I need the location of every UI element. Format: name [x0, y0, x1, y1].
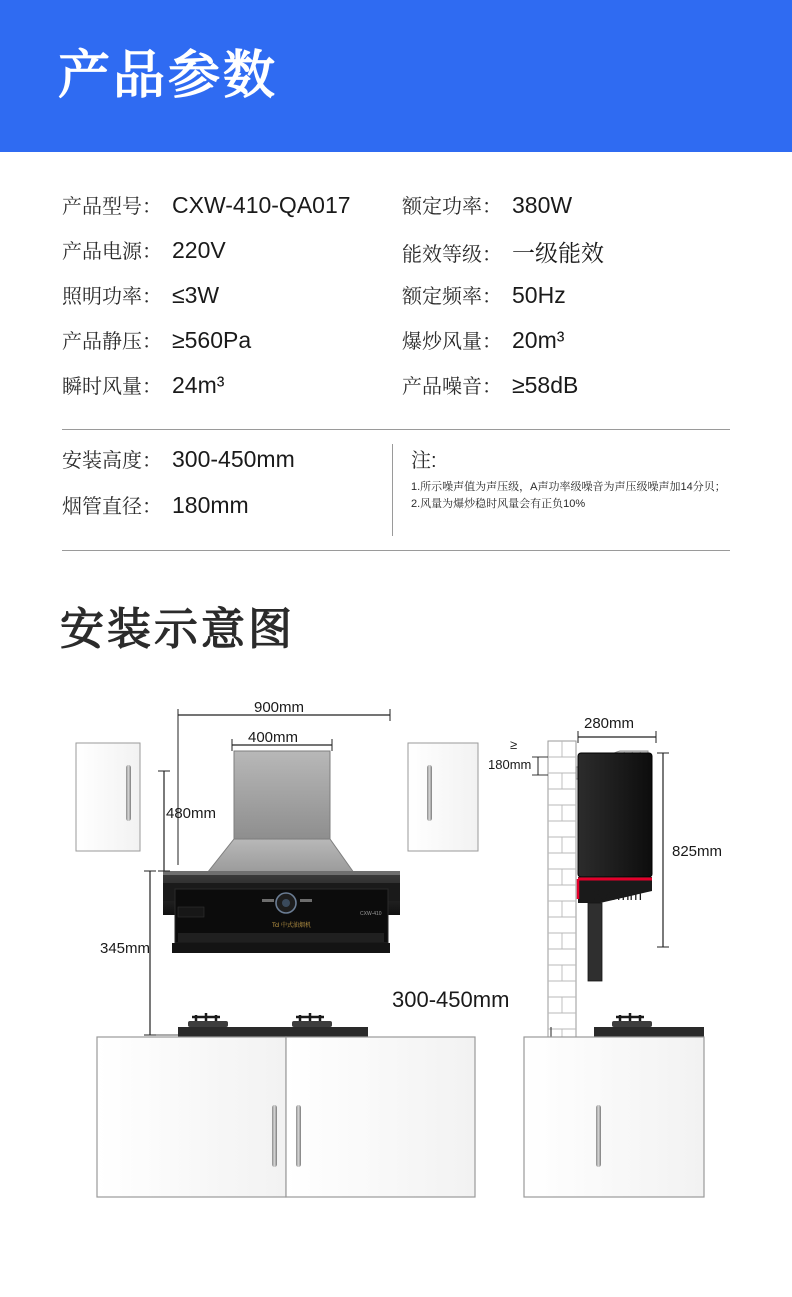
dim-label-345mm: 345mm	[100, 940, 151, 957]
spec-row	[400, 325, 730, 370]
svg-text:Tcl 中式油烟机: Tcl 中式油烟机	[272, 923, 312, 929]
spec-row	[62, 370, 392, 415]
spec-grid	[62, 190, 730, 415]
spec-value: 300-450mm	[172, 446, 295, 472]
spec-label: 产品型号：	[62, 196, 162, 218]
spec-label: 照明功率：	[62, 286, 162, 308]
spec-row	[62, 490, 392, 536]
page-header	[0, 0, 792, 152]
spec-value: 50Hz	[512, 282, 566, 308]
page-title: 产品参数	[58, 47, 279, 105]
dim-label-180mm: 180mm	[488, 757, 532, 772]
spec-bottom-area	[62, 430, 730, 536]
dim-label-825mm: 825mm	[672, 843, 723, 860]
spec-label: 产品噪音：	[402, 376, 502, 398]
spec-label: 额定频率：	[402, 286, 502, 308]
spec-label: 爆炒风量：	[402, 331, 502, 353]
divider-bottom	[62, 550, 730, 551]
spec-value: 20m³	[512, 327, 565, 353]
note-title: 注:	[411, 450, 437, 472]
spec-value: 一级能效	[512, 240, 604, 266]
spec-value: 24m³	[172, 372, 225, 398]
spec-label: 产品电源：	[62, 241, 162, 263]
note-line: 2.风量为爆炒稳时风量会有正负10%	[411, 498, 586, 511]
svg-text:CXW-410: CXW-410	[360, 911, 382, 917]
dim-label-duct-ge: ≥	[510, 737, 518, 752]
spec-column-right	[400, 190, 730, 415]
spec-label: 能效等级：	[402, 244, 502, 266]
diagram-svg	[0, 675, 792, 1275]
spec-label: 额定功率：	[402, 196, 502, 218]
spec-label: 产品静压：	[62, 331, 162, 353]
note-line: 1.所示噪声值为声压级，A声功率级噪音为声压级噪声加14分贝；	[411, 481, 726, 493]
spec-row	[62, 190, 392, 235]
spec-row	[400, 280, 730, 325]
dim-label-280mm: 280mm	[584, 715, 635, 732]
spec-section	[0, 152, 792, 551]
spec-value: ≥560Pa	[172, 327, 252, 353]
spec-value: 220V	[172, 237, 226, 263]
spec-value: 180mm	[172, 492, 249, 518]
installation-diagram	[0, 675, 792, 1275]
spec-row	[400, 190, 730, 235]
section-title-installation: 安装示意图	[60, 605, 295, 654]
spec-row	[62, 444, 392, 490]
dim-label-480mm: 480mm	[166, 805, 217, 822]
dim-label-install-height: 300-450mm	[392, 987, 510, 1012]
spec-row	[62, 235, 392, 280]
spec-value: 380W	[512, 192, 573, 218]
spec-column-bottom	[62, 444, 392, 536]
spec-label: 安装高度：	[62, 450, 162, 472]
spec-column-left	[62, 190, 392, 415]
note-block	[392, 444, 730, 536]
spec-value: CXW-410-QA017	[172, 192, 351, 218]
spec-row	[400, 370, 730, 415]
spec-row	[62, 325, 392, 370]
spec-row	[62, 280, 392, 325]
spec-row	[400, 235, 730, 280]
spec-value: ≤3W	[172, 282, 220, 308]
dim-label-400mm: 400mm	[248, 729, 299, 746]
spec-value: ≥58dB	[512, 372, 579, 398]
spec-label: 瞬时风量：	[62, 376, 162, 398]
dim-label-900mm: 900mm	[254, 699, 305, 716]
spec-label: 烟管直径：	[62, 496, 162, 518]
dim-label-350mm: 350mm	[592, 887, 643, 904]
